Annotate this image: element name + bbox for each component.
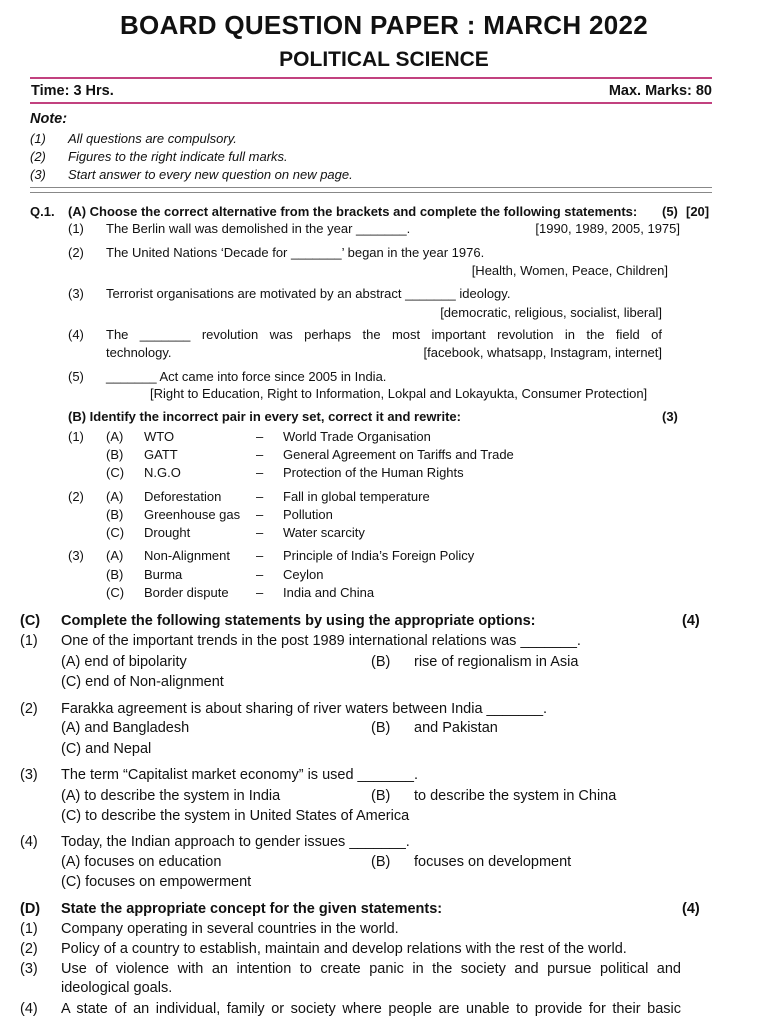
q1c-option-b: rise of regionalism in Asia <box>414 654 579 670</box>
q1a-options-3: [democratic, religious, socialist, liberal] <box>440 305 662 320</box>
q1d-text-2: Policy of a country to establish, maintain and develop relations with the rest of the world. <box>61 941 627 957</box>
q1c-option-a: (A) end of bipolarity <box>61 654 187 670</box>
q1c-num-4: (4) <box>20 834 38 850</box>
pair-letter: (A) <box>106 548 124 563</box>
note-text-3: Start answer to every new question on new page. <box>68 167 353 182</box>
pair-meaning: India and China <box>283 585 375 600</box>
note-text-2: Figures to the right indicate full marks. <box>68 149 288 164</box>
q1c-option-b: and Pakistan <box>414 720 498 736</box>
q1c-option-b-label: (B) <box>371 720 391 736</box>
q1a-options-2: [Health, Women, Peace, Children] <box>471 263 668 278</box>
pair-dash: – <box>256 548 264 563</box>
pair-term: GATT <box>144 447 178 462</box>
q1c-option-c: (C) focuses on empowerment <box>61 874 252 890</box>
q1c-num-3: (3) <box>20 767 38 783</box>
q1d-heading: State the appropriate concept for the given statements: <box>61 901 443 917</box>
q1c-heading: Complete the following statements by using the appropriate options: <box>61 613 536 629</box>
q1d-num-1: (1) <box>20 921 38 937</box>
q1b-marks: (3) <box>662 409 678 424</box>
pair-dash: – <box>256 507 264 522</box>
note-text-1: All questions are compulsory. <box>68 131 237 146</box>
paper-subject: POLITICAL SCIENCE <box>279 48 489 71</box>
paper-title: BOARD QUESTION PAPER : MARCH 2022 <box>119 10 649 40</box>
pair-letter: (C) <box>106 465 125 480</box>
pair-dash: – <box>256 489 264 504</box>
q1d-text-4: A state of an individual, family or society where people are unable to provide for their basic <box>61 1001 681 1017</box>
pair-meaning: Principle of India’s Foreign Policy <box>283 548 475 563</box>
pair-meaning: General Agreement on Tariffs and Trade <box>283 447 514 462</box>
note-num-3: (3) <box>30 167 46 182</box>
pair-term: Border dispute <box>144 585 229 600</box>
q1a-text-4-cont: technology. <box>106 345 172 360</box>
q1d-num-3: (3) <box>20 961 38 977</box>
header-rule-top <box>30 77 712 79</box>
q1c-option-b: to describe the system in China <box>414 788 617 804</box>
q1a-text-5: _______ Act came into force since 2005 in India. <box>106 369 387 384</box>
q1a-heading: (A) Choose the correct alternative from the brackets and complete the following statements: <box>68 204 638 219</box>
pair-dash: – <box>256 585 264 600</box>
q1c-option-b-label: (B) <box>371 788 391 804</box>
q1-total-marks: [20] <box>686 204 710 219</box>
q1a-num-3: (3) <box>68 286 84 301</box>
q1d-text-1: Company operating in several countries in the world. <box>61 921 399 937</box>
pair-letter: (C) <box>106 525 125 540</box>
q1c-option-c: (C) end of Non-alignment <box>61 674 224 690</box>
note-rule-1 <box>30 187 712 188</box>
pair-term: Non-Alignment <box>144 548 230 563</box>
q1d-marks: (4) <box>682 901 700 917</box>
q1d-num-2: (2) <box>20 941 38 957</box>
q1-number: Q.1. <box>30 204 55 219</box>
q1c-option-c: (C) and Nepal <box>61 741 152 757</box>
q1b-set-num-2: (2) <box>68 489 84 504</box>
q1c-marks: (4) <box>682 613 700 629</box>
q1d-label: (D) <box>20 901 41 917</box>
time-label: Time: 3 Hrs. <box>31 83 114 99</box>
pair-letter: (B) <box>106 567 124 582</box>
q1c-option-a: (A) and Bangladesh <box>61 720 190 736</box>
pair-meaning: Fall in global temperature <box>283 489 430 504</box>
pair-term: N.G.O <box>144 465 181 480</box>
pair-dash: – <box>256 429 264 444</box>
q1c-option-a: (A) to describe the system in India <box>61 788 281 804</box>
pair-letter: (C) <box>106 585 125 600</box>
q1a-marks: (5) <box>662 204 678 219</box>
pair-letter: (A) <box>106 429 124 444</box>
q1c-option-c: (C) to describe the system in United States of America <box>61 808 410 824</box>
q1c-num-2: (2) <box>20 701 38 717</box>
q1c-option-b-label: (B) <box>371 654 391 670</box>
pair-term: WTO <box>144 429 175 444</box>
q1a-num-1: (1) <box>68 221 84 236</box>
q1a-options-4: [facebook, whatsapp, Instagram, internet] <box>423 345 662 360</box>
q1a-num-2: (2) <box>68 245 84 260</box>
q1d-num-4: (4) <box>20 1001 38 1017</box>
q1c-text-3: The term “Capitalist market economy” is used _______. <box>61 767 419 783</box>
pair-term: Greenhouse gas <box>144 507 241 522</box>
q1a-num-5: (5) <box>68 369 84 384</box>
q1a-text-2: The United Nations ‘Decade for _______’ began in the year 1976. <box>106 245 485 260</box>
pair-dash: – <box>256 465 264 480</box>
pair-meaning: Pollution <box>283 507 333 522</box>
header-rule-bottom <box>30 102 712 104</box>
q1c-text-2: Farakka agreement is about sharing of river waters between India _______. <box>61 701 548 717</box>
q1c-label: (C) <box>20 613 41 629</box>
q1a-text-1: The Berlin wall was demolished in the year _______. <box>106 221 411 236</box>
note-num-2: (2) <box>30 149 46 164</box>
q1b-set-num-1: (1) <box>68 429 84 444</box>
pair-dash: – <box>256 525 264 540</box>
q1a-options-1: [1990, 1989, 2005, 1975] <box>535 221 680 236</box>
pair-meaning: Protection of the Human Rights <box>283 465 464 480</box>
q1c-option-a: (A) focuses on education <box>61 854 222 870</box>
pair-letter: (B) <box>106 507 124 522</box>
q1a-num-4: (4) <box>68 327 84 342</box>
pair-term: Drought <box>144 525 191 540</box>
q1a-options-5: [Right to Education, Right to Information, Lokpal and Lokayukta, Consumer Protection] <box>150 386 648 401</box>
pair-dash: – <box>256 447 264 462</box>
q1c-option-b: focuses on development <box>414 854 572 870</box>
q1b-heading: (B) Identify the incorrect pair in every set, correct it and rewrite: <box>68 409 461 424</box>
pair-meaning: Ceylon <box>283 567 324 582</box>
pair-dash: – <box>256 567 264 582</box>
q1d-text-3-cont: ideological goals. <box>61 980 173 996</box>
note-num-1: (1) <box>30 131 46 146</box>
note-heading: Note: <box>30 111 68 127</box>
q1b-set-num-3: (3) <box>68 548 84 563</box>
pair-term: Burma <box>144 567 183 582</box>
pair-meaning: Water scarcity <box>283 525 365 540</box>
q1c-option-b-label: (B) <box>371 854 391 870</box>
note-rule-2 <box>30 192 712 193</box>
pair-letter: (B) <box>106 447 124 462</box>
q1c-num-1: (1) <box>20 633 38 649</box>
q1d-text-3: Use of violence with an intention to create panic in the society and pursue political and <box>61 961 681 977</box>
q1c-text-1: One of the important trends in the post 1989 international relations was _______. <box>61 633 581 649</box>
q1c-text-4: Today, the Indian approach to gender issues _______. <box>61 834 410 850</box>
q1a-text-3: Terrorist organisations are motivated by an abstract _______ ideology. <box>106 286 511 301</box>
pair-term: Deforestation <box>144 489 222 504</box>
max-marks-label: Max. Marks: 80 <box>608 83 712 99</box>
pair-meaning: World Trade Organisation <box>283 429 431 444</box>
q1a-text-4: The _______ revolution was perhaps the most important revolution in the field of <box>106 327 662 342</box>
pair-letter: (A) <box>106 489 124 504</box>
